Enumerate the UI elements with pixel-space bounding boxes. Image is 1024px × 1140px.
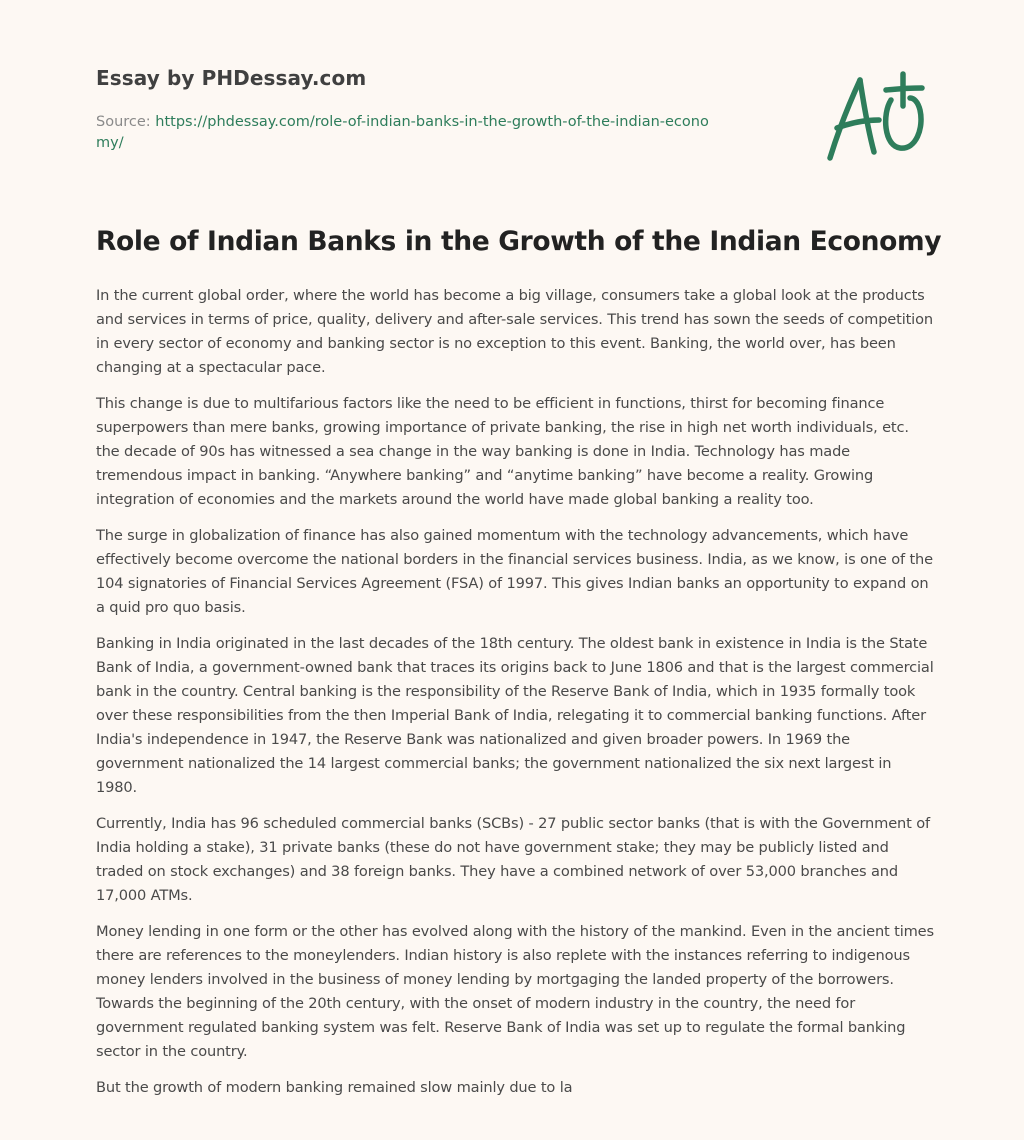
site-title: Essay by PHDessay.com xyxy=(96,66,367,90)
source-label: Source: xyxy=(96,114,151,130)
essay-paragraph: Money lending in one form or the other has evolved along with the history of the mankind. Even in the ancient times there are references to the moneylenders. Indian history is also replete with the instances referring to indigenous money lenders involved in the business of money lending by mortgaging the landed property of the borrowers. Towards the beginning of the 20th century, with the onset of modern industry in the country, the need for government regulated banking system was felt. Reserve Bank of India was set up to regulate the formal banking sector in the country. xyxy=(96,923,934,1060)
essay-title: Role of Indian Banks in the Growth of the Indian Economy xyxy=(96,226,942,257)
a-plus-grade-icon xyxy=(824,68,928,164)
source-line xyxy=(96,112,716,154)
essay-paragraph: Banking in India originated in the last decades of the 18th century. The oldest bank in existence in India is the State Bank of India, a government-owned bank that traces its origins back to June 1806 and that is the largest commercial bank in the country. Central banking is the responsibility of the Reserve Bank of India, which in 1935 formally took over these responsibilities from the then Imperial Bank of India, relegating it to commercial banking functions. After India's independence in 1947, the Reserve Bank was nationalized and given broader powers. In 1969 the government nationalized the 14 largest commercial banks; the government nationalized the six next largest in 1980. xyxy=(96,635,934,796)
essay-paragraph: This change is due to multifarious factors like the need to be efficient in functions, thirst for becoming finance superpowers than mere banks, growing importance of private banking, the rise in high net worth individuals, etc. the decade of 90s has witnessed a sea change in the way banking is done in India. Technology has made tremendous impact in banking. “Anywhere banking” and “anytime banking” have become a reality. Growing integration of economies and the markets around the world have made global banking a reality too. xyxy=(96,395,909,508)
source-link[interactable]: https://phdessay.com/role-of-indian-banks-in-the-growth-of-the-indian-economy/ xyxy=(96,114,709,151)
essay-paragraph: The surge in globalization of finance has also gained momentum with the technology advancements, which have effectively become overcome the national borders in the financial services business. India, as we know, is one of the 104 signatories of Financial Services Agreement (FSA) of 1997. This gives Indian banks an opportunity to expand on a quid pro quo basis. xyxy=(96,527,933,616)
essay-paragraph: Currently, India has 96 scheduled commercial banks (SCBs) - 27 public sector banks (that is with the Government of India holding a stake), 31 private banks (these do not have government stake; they may be publicly listed and traded on stock exchanges) and 38 foreign banks. They have a combined network of over 53,000 branches and 17,000 ATMs. xyxy=(96,815,930,904)
essay-paragraph-truncated: But the growth of modern banking remained slow mainly due to la xyxy=(96,1079,573,1096)
essay-body xyxy=(96,284,934,1112)
essay-paragraph: In the current global order, where the world has become a big village, consumers take a global look at the products and services in terms of price, quality, delivery and after-sale services. This trend has sown the seeds of competition in every sector of economy and banking sector is no exception to this event. Banking, the world over, has been changing at a spectacular pace. xyxy=(96,287,933,376)
